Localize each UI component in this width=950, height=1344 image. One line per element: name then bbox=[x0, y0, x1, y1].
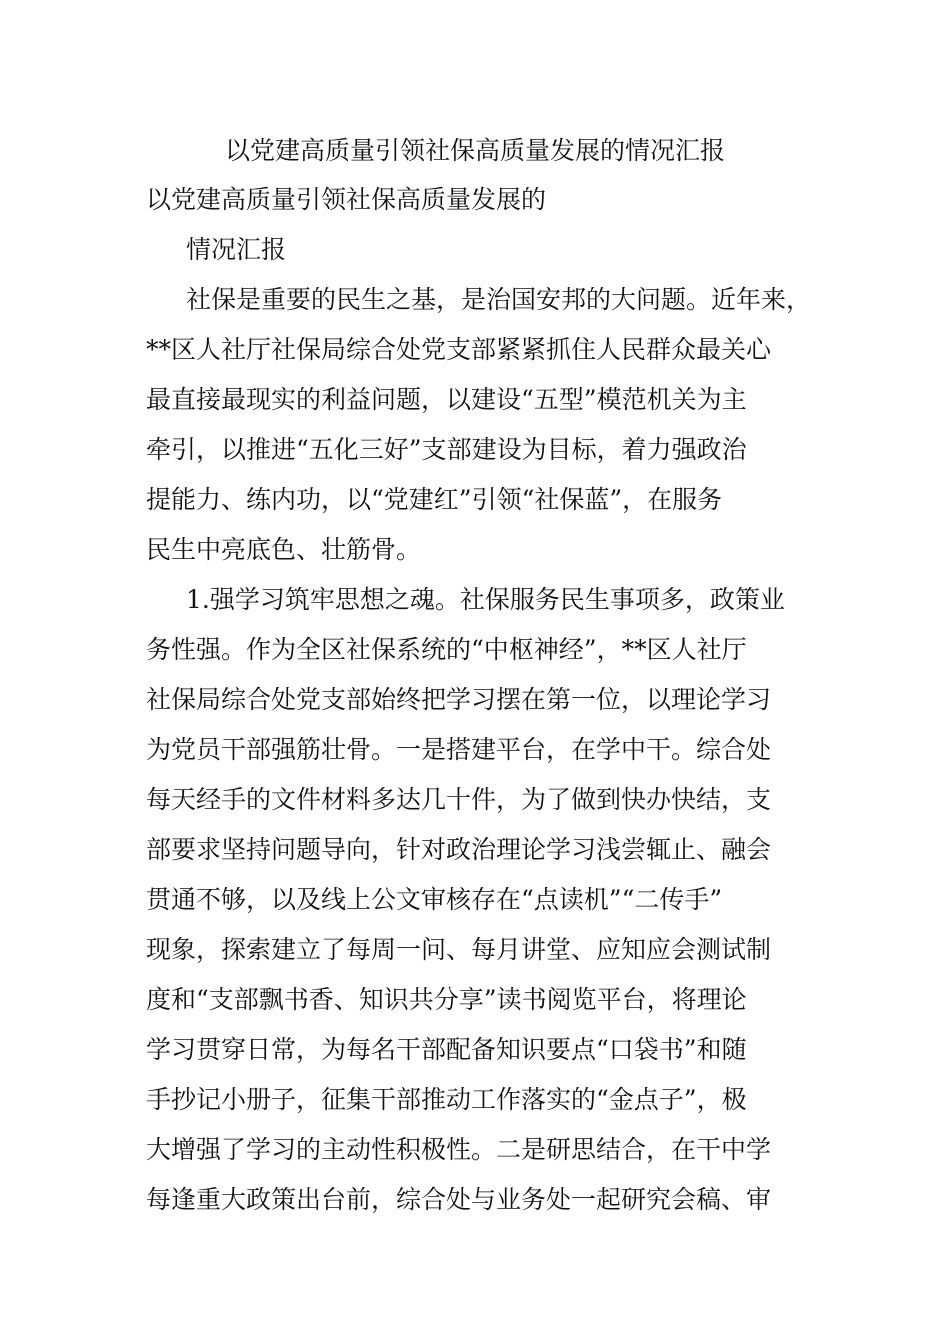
body-line: 贯通不够，以及线上公文审核存在“点读机”“二传手” bbox=[146, 885, 723, 914]
body-line: 大增强了学习的主动性积极性。二是研思结合，在干中学 bbox=[146, 1135, 772, 1164]
body-line: 度和“支部飘书香、知识共分享”读书阅览平台，将理论 bbox=[146, 985, 747, 1014]
body-line: 牵引，以推进“五化三好”支部建设为目标，着力强政治 bbox=[146, 435, 747, 464]
body-line: 现象，探索建立了每周一问、每月讲堂、应知应会测试制 bbox=[146, 935, 772, 964]
body-line: 情况汇报 bbox=[186, 235, 287, 264]
body-line: **区人社厅社保局综合处党支部紧紧抓住人民群众最关心 bbox=[146, 335, 772, 364]
document-title: 以党建高质量引领社保高质量发展的情况汇报 bbox=[224, 136, 725, 165]
body-line: 部要求坚持问题导向，针对政治理论学习浅尝辄止、融会 bbox=[146, 835, 772, 864]
body-line: 1.强学习筑牢思想之魂。社保服务民生事项多，政策业 bbox=[186, 585, 785, 614]
body-line: 每逢重大政策出台前，综合处与业务处一起研究会稿、审 bbox=[146, 1185, 772, 1214]
body-line: 务性强。作为全区社保系统的“中枢神经”，**区人社厅 bbox=[146, 635, 747, 664]
body-line: 社保局综合处党支部始终把学习摆在第一位，以理论学习 bbox=[146, 685, 772, 714]
body-line: 为党员干部强筋壮骨。一是搭建平台，在学中干。综合处 bbox=[146, 735, 772, 764]
body-line: 提能力、练内功，以“党建红”引领“社保蓝”，在服务 bbox=[146, 485, 723, 514]
body-line: 最直接最现实的利益问题，以建设“五型”模范机关为主 bbox=[146, 385, 747, 414]
body-line: 以党建高质量引领社保高质量发展的 bbox=[146, 185, 547, 214]
body-line: 每天经手的文件材料多达几十件，为了做到快办快结，支 bbox=[146, 785, 772, 814]
body-line: 手抄记小册子，征集干部推动工作落实的“金点子”，极 bbox=[146, 1085, 747, 1114]
body-line: 民生中亮底色、壮筋骨。 bbox=[146, 535, 422, 564]
body-line: 社保是重要的民生之基，是治国安邦的大问题。近年来， bbox=[186, 285, 812, 314]
body-line: 学习贯穿日常，为每名干部配备知识要点“口袋书”和随 bbox=[146, 1035, 747, 1064]
